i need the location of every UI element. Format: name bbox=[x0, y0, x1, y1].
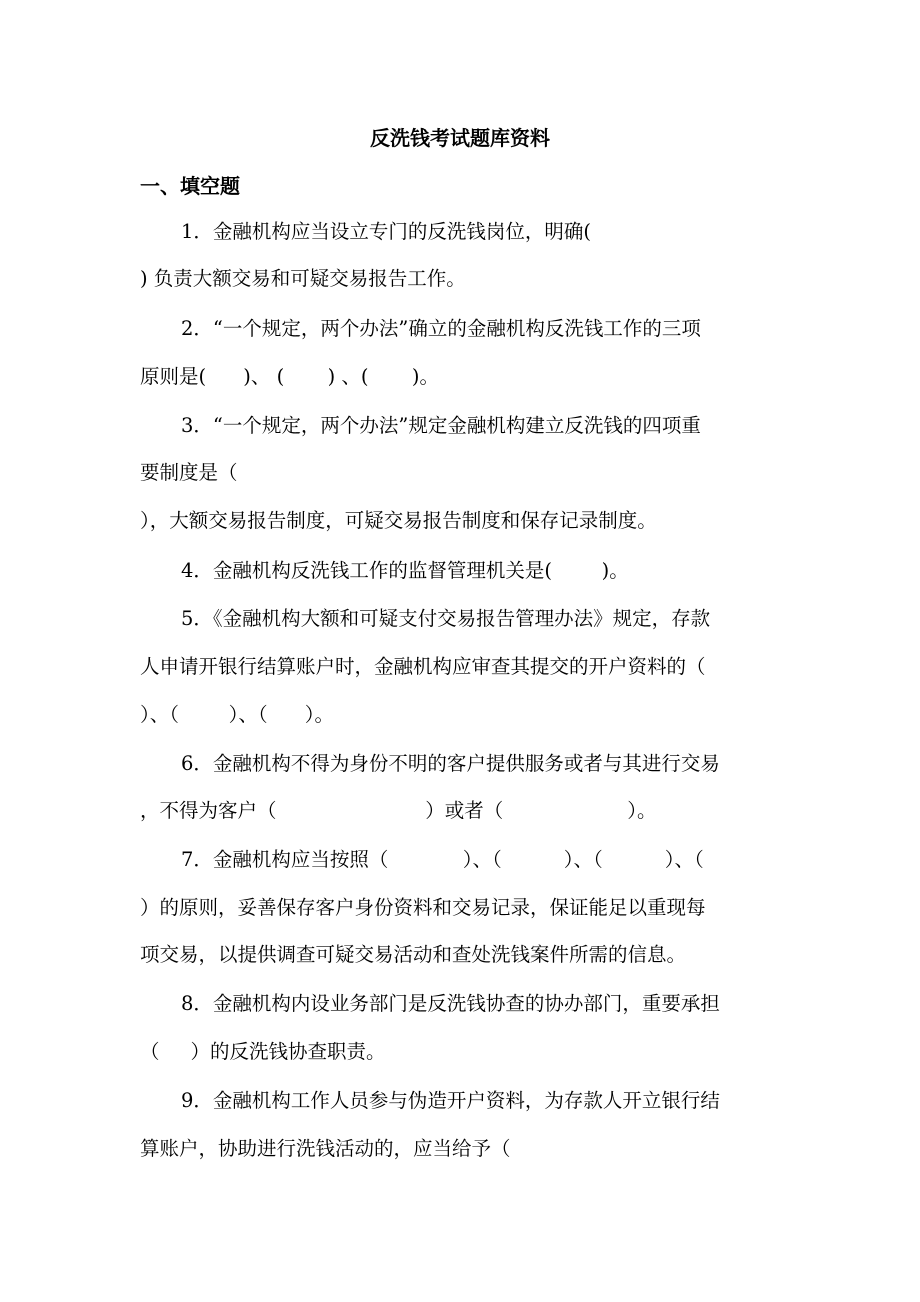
q7-line-2: ）的原则，妥善保存客户身份资料和交易记录，保证能足以重现每 bbox=[140, 896, 706, 919]
document-title: 反洗钱考试题库资料 bbox=[370, 126, 550, 150]
q5-line-2: 人申请开银行结算账户时，金融机构应审查其提交的开户资料的（ bbox=[140, 655, 706, 678]
q5-line-1: 5．《金融机构大额和可疑支付交易报告管理办法》规定，存款 bbox=[181, 607, 711, 630]
q3-line-1: 3．“一个规定，两个办法”规定金融机构建立反洗钱的四项重 bbox=[181, 414, 701, 437]
section-heading: 一、填空题 bbox=[140, 174, 240, 198]
q8-line-2: （ ）的反洗钱协查职责。 bbox=[140, 1040, 386, 1063]
q1-line-1: 1．金融机构应当设立专门的反洗钱岗位，明确( bbox=[181, 220, 592, 243]
q7-line-1: 7．金融机构应当按照（ ）、（ ）、（ ）、（ bbox=[181, 848, 704, 871]
q3-line-3: ），大额交易报告制度，可疑交易报告制度和保存记录制度。 bbox=[140, 509, 657, 532]
q8-line-1: 8．金融机构内设业务部门是反洗钱协查的协办部门，重要承担 bbox=[181, 992, 720, 1015]
q4-line-1: 4．金融机构反洗钱工作的监督管理机关是( )。 bbox=[181, 559, 629, 582]
q9-line-2: 算账户，协助进行洗钱活动的，应当给予（ bbox=[140, 1137, 511, 1160]
q7-line-3: 项交易，以提供调查可疑交易活动和查处洗钱案件所需的信息。 bbox=[140, 943, 687, 966]
q2-line-2: 原则是( )、 ( ) 、( )。 bbox=[140, 365, 440, 388]
q3-line-2: 要制度是（ bbox=[140, 461, 238, 484]
q6-line-2: ，不得为客户（ ）或者（ ）。 bbox=[140, 799, 657, 822]
q9-line-1: 9．金融机构工作人员参与伪造开户资料，为存款人开立银行结 bbox=[181, 1089, 720, 1112]
q6-line-1: 6．金融机构不得为身份不明的客户提供服务或者与其进行交易 bbox=[181, 752, 720, 775]
q2-line-1: 2．“一个规定，两个办法”确立的金融机构反洗钱工作的三项 bbox=[181, 317, 701, 340]
q1-line-2: ) 负责大额交易和可疑交易报告工作。 bbox=[140, 267, 466, 290]
q5-line-3: ）、（ ）、（ ）。 bbox=[140, 703, 335, 726]
